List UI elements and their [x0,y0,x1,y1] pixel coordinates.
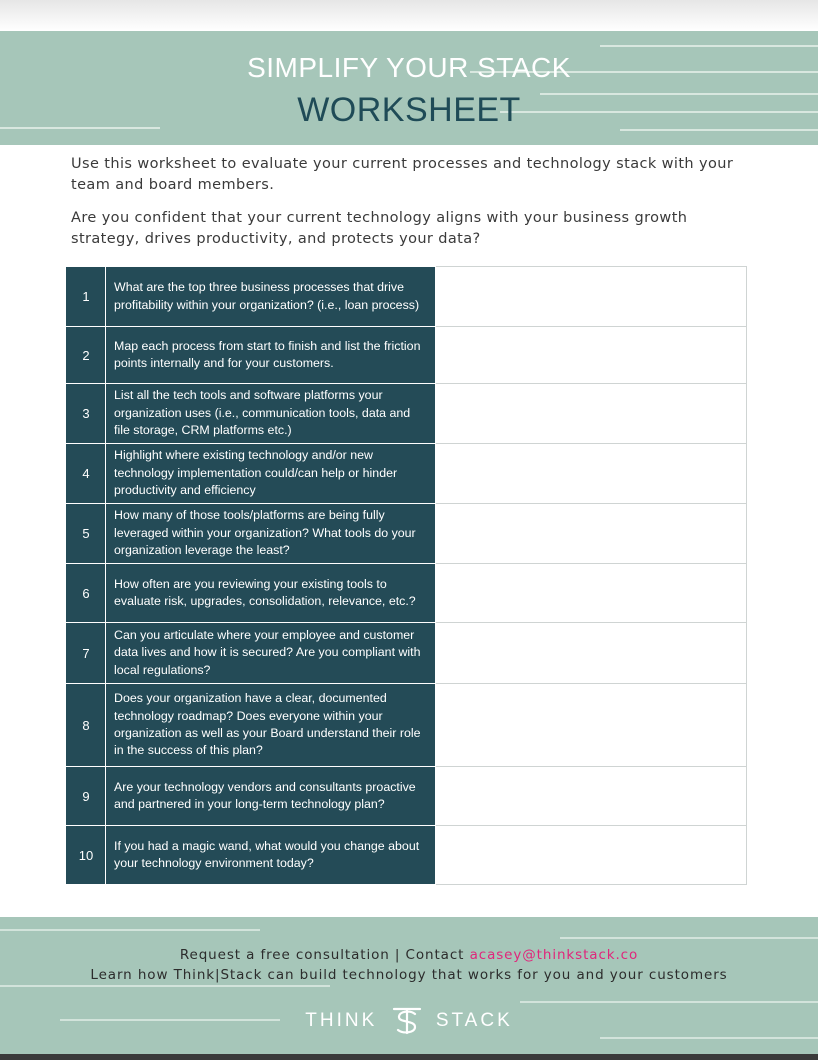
texture-streak [600,1037,818,1039]
answer-cell[interactable] [436,504,747,564]
table-row [67,767,747,826]
texture-streak [560,937,818,939]
question-text: Map each process from start to finish and list the friction points internally and for your customers. [106,327,436,384]
question-text: What are the top three business processes that drive profitability within your organization? (i.e., loan process) [106,267,436,327]
thinkstack-logo [0,1005,818,1037]
intro-paragraph-1: Use this worksheet to evaluate your current processes and technology stack with your team and board members. [71,156,734,193]
intro-paragraph-2: Are you confident that your current technology aligns with your business growth strategy, drives productivity, and protects your data? [71,210,688,247]
answer-cell[interactable] [436,767,747,826]
table-row [67,384,747,444]
consultation-text: Request a free consultation | Contact [179,947,470,963]
question-number: 9 [67,767,106,826]
texture-streak [0,929,260,931]
table-row [67,564,747,623]
contact-email-link[interactable]: acasey@thinkstack.co [469,947,639,963]
question-text: How many of those tools/platforms are being fully leveraged within your organization? What tools do your organization leverage the least? [106,504,436,564]
answer-cell[interactable] [436,564,747,623]
table-row [67,267,747,327]
texture-streak [520,1001,818,1003]
thinkstack-s-icon [390,1005,424,1037]
logo-word-think: THINK [305,1010,378,1032]
question-text: Does your organization have a clear, documented technology roadmap? Does everyone within your organization as well as your Board understand their role in the success of this plan? [106,684,436,767]
question-number: 2 [67,327,106,384]
bottom-shade [0,1054,818,1060]
table-row [67,826,747,885]
table-row [67,623,747,684]
worksheet-subtitle: WORKSHEET [297,91,521,129]
texture-streak [600,45,818,47]
answer-cell[interactable] [436,684,747,767]
answer-cell[interactable] [436,327,747,384]
question-text: How often are you reviewing your existing tools to evaluate risk, upgrades, consolidation, relevance, etc.? [106,564,436,623]
question-number: 5 [67,504,106,564]
header-banner [0,31,818,145]
question-number: 10 [67,826,106,885]
answer-cell[interactable] [436,623,747,684]
answer-cell[interactable] [436,384,747,444]
table-row [67,504,747,564]
worksheet-table [66,266,747,885]
logo-word-stack: STACK [435,1010,513,1032]
worksheet-title: SIMPLIFY YOUR STACK [247,52,571,83]
question-text: Highlight where existing technology and/or new technology implementation could/can help or hinder productivity and efficiency [106,444,436,504]
question-number: 3 [67,384,106,444]
question-number: 6 [67,564,106,623]
question-text: If you had a magic wand, what would you change about your technology environment today? [106,826,436,885]
question-number: 7 [67,623,106,684]
footer-tagline: Learn how Think|Stack can build technology that works for you and your customers [90,967,728,983]
answer-cell[interactable] [436,267,747,327]
table-row [67,327,747,384]
table-row [67,684,747,767]
answer-cell[interactable] [436,444,747,504]
question-text: List all the tech tools and software platforms your organization uses (i.e., communication tools, data and file storage, CRM platforms etc.) [106,384,436,444]
answer-cell[interactable] [436,826,747,885]
question-text: Are your technology vendors and consultants proactive and partnered in your long-term technology plan? [106,767,436,826]
question-number: 8 [67,684,106,767]
question-text: Can you articulate where your employee and customer data lives and how it is secured? Are you compliant with local regulations? [106,623,436,684]
question-number: 4 [67,444,106,504]
top-shade [0,0,818,31]
footer-banner [0,917,818,1060]
table-row [67,444,747,504]
question-number: 1 [67,267,106,327]
texture-streak [0,985,330,987]
consultation-line [0,947,818,963]
